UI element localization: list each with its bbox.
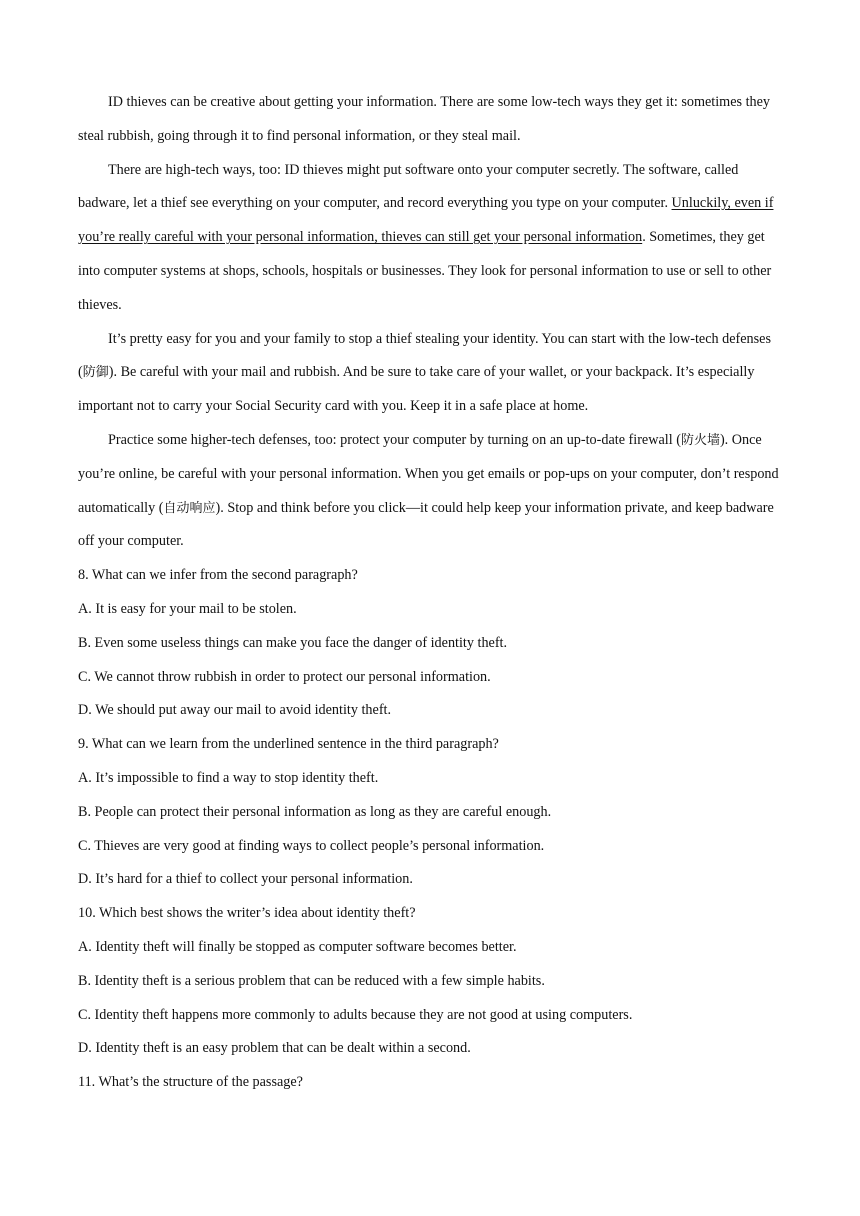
question-9 bbox=[78, 728, 784, 897]
answer-option-a: A. Identity theft will finally be stopped as computer software becomes better. bbox=[78, 938, 517, 955]
answer-option-b: B. People can protect their personal information as long as they are careful enough. bbox=[78, 803, 552, 820]
paragraph-text: ). Be careful with your mail and rubbish. And be sure to take care of your wallet, or your backpack. It’s especially important not to carry your Social Security card with you. Keep it in a safe place at home. bbox=[78, 364, 755, 415]
question-8 bbox=[78, 559, 784, 728]
passage-paragraph-3 bbox=[78, 323, 784, 424]
answer-option-c: C. Thieves are very good at finding ways to collect people’s personal information. bbox=[78, 837, 545, 854]
passage-paragraph-2 bbox=[78, 154, 784, 323]
answer-option-b: B. Even some useless things can make you face the danger of identity theft. bbox=[78, 634, 508, 651]
question-11 bbox=[78, 1066, 784, 1100]
answer-option-d: D. We should put away our mail to avoid identity theft. bbox=[78, 702, 392, 719]
question-stem: 8. What can we infer from the second paragraph? bbox=[78, 567, 358, 584]
question-stem: 9. What can we learn from the underlined sentence in the third paragraph? bbox=[78, 736, 499, 753]
chinese-gloss: 防御 bbox=[82, 365, 109, 381]
paragraph-text: It’s pretty easy for you and your family to stop a thief stealing your identity. You can start with the low-tech defenses ( bbox=[78, 330, 771, 381]
answer-option-b: B. Identity theft is a serious problem that can be reduced with a few simple habits. bbox=[78, 972, 545, 989]
paragraph-text: There are high-tech ways, too: ID thieves might put software onto your computer secretly. The software, called badware, let a thief see everything on your computer, and record everything you type on your computer. bbox=[78, 161, 739, 212]
question-10 bbox=[78, 897, 784, 1066]
paragraph-text: Practice some higher-tech defenses, too: protect your computer by turning on an up-to-date firewall ( bbox=[108, 431, 681, 448]
document-content bbox=[78, 86, 784, 1100]
chinese-gloss: 防火墙 bbox=[680, 432, 720, 448]
passage-paragraph-4 bbox=[78, 424, 784, 559]
question-stem: 10. Which best shows the writer’s idea about identity theft? bbox=[78, 905, 416, 922]
question-stem: 11. What’s the structure of the passage? bbox=[78, 1074, 303, 1091]
answer-option-a: A. It’s impossible to find a way to stop identity theft. bbox=[78, 769, 379, 786]
answer-option-d: D. Identity theft is an easy problem that can be dealt within a second. bbox=[78, 1040, 471, 1057]
passage-paragraph-1 bbox=[78, 86, 784, 154]
answer-option-d: D. It’s hard for a thief to collect your personal information. bbox=[78, 871, 413, 888]
chinese-gloss: 自动响应 bbox=[163, 500, 216, 516]
paragraph-text: ID thieves can be creative about getting your information. There are some low-tech ways they get it: sometimes they steal rubbish, going through it to find personal information, or they steal mail. bbox=[78, 94, 771, 144]
paragraph-text: ). Stop and think before you click—it could help keep your information private, and keep badware off your computer. bbox=[78, 499, 774, 550]
underlined-sentence: Unluckily, even if you’re really careful with your personal information, thieves can still get your personal information bbox=[78, 195, 774, 246]
answer-option-c: C. Identity theft happens more commonly to adults because they are not good at using computers. bbox=[78, 1006, 633, 1023]
answer-option-c: C. We cannot throw rubbish in order to protect our personal information. bbox=[78, 668, 491, 685]
paragraph-text: ). Once you’re online, be careful with your personal information. When you get emails or pop-ups on your computer, don’t respond automatically ( bbox=[78, 431, 779, 516]
paragraph-text: . Sometimes, they get into computer systems at shops, schools, hospitals or businesses. They look for personal information to use or sell to other thieves. bbox=[78, 229, 772, 313]
answer-option-a: A. It is easy for your mail to be stolen. bbox=[78, 600, 297, 617]
